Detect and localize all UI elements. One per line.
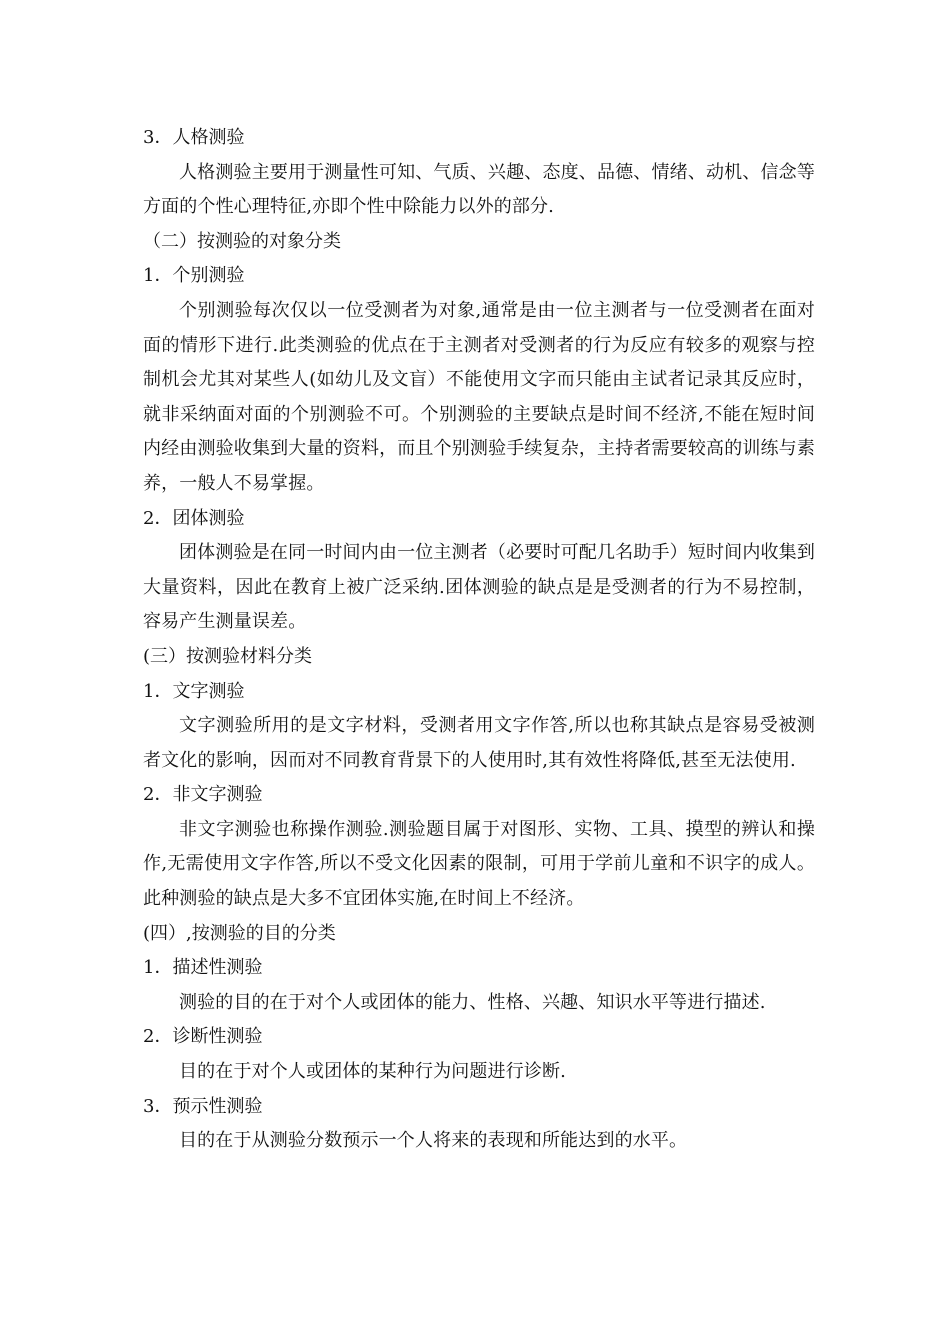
paragraph-group-test: 团体测验是在同一时间内由一位主测者（必要时可配几名助手）短时间内收集到大量资料，因此在教育上被广泛采纳.团体测验的缺点是是受测者的行为不易控制，容易产生测量误差。: [143, 542, 815, 633]
section-heading-personality-test: 3．人格测验: [143, 127, 245, 148]
section-heading-by-purpose: (四）,按测验的目的分类: [143, 922, 336, 944]
paragraph-diagnostic-test: 目的在于对个人或团体的某种行为问题进行诊断.: [179, 1061, 567, 1083]
subheading-individual-test: 1．个别测验: [143, 265, 245, 287]
subheading-group-test: 2．团体测验: [143, 507, 245, 529]
subheading-nonverbal-test: 2．非文字测验: [143, 784, 263, 806]
document-body: [143, 121, 815, 1159]
paragraph-verbal-test: 文字测验所用的是文字材料，受测者用文字作答,所以也称其缺点是容易受被测者文化的影响，因而对不同教育背景下的人使用时,其有效性将降低,甚至无法使用.: [143, 715, 815, 771]
paragraph-nonverbal-test: 非文字测验也称操作测验.测验题目属于对图形、实物、工具、摸型的辨认和操作,无需使用文字作答,所以不受文化因素的限制，可用于学前儿童和不识字的成人。此种测验的缺点是大多不宜团体实施,在时间上不经济。: [143, 818, 815, 910]
subheading-descriptive-test: 1．描述性测验: [143, 957, 263, 979]
section-heading-by-material: (三）按测验材料分类: [143, 645, 313, 667]
subheading-verbal-test: 1．文字测验: [143, 680, 245, 702]
subheading-predictive-test: 3．预示性测验: [143, 1095, 263, 1117]
paragraph-personality-test: 人格测验主要用于测量性可知、气质、兴趣、态度、品德、情绪、动机、信念等方面的个性心理特征,亦即个性中除能力以外的部分.: [143, 161, 815, 218]
paragraph-descriptive-test: 测验的目的在于对个人或团体的能力、性格、兴趣、知识水平等进行描述.: [179, 991, 766, 1013]
paragraph-predictive-test: 目的在于从测验分数预示一个人将来的表现和所能达到的水平。: [179, 1130, 688, 1152]
subheading-diagnostic-test: 2．诊断性测验: [143, 1026, 263, 1048]
paragraph-individual-test: 个别测验每次仅以一位受测者为对象,通常是由一位主测者与一位受测者在面对面的情形下进行.此类测验的优点在于主测者对受测者的行为反应有较多的观察与控制机会尤其对某些人(如幼儿及文盲）不能使用文字而只能由主试者记录其反应时，就非采纳面对面的个别测验不可。个别测验的主要缺点是时间不经济,不能在短时间内经由测验收集到大量的资料，而且个别测验手续复杂，主持者需要较高的训练与素养，一般人不易掌握。: [143, 299, 815, 494]
section-heading-by-object: （二）按测验的对象分类: [143, 230, 341, 252]
